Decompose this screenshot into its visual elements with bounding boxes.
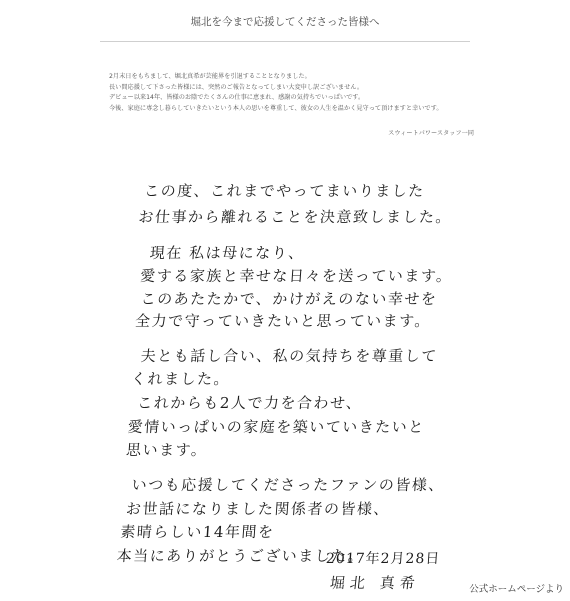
notice-line: 今後、家庭に専念し暮らしていきたいという本人の思いを尊重して、彼女の人生を温かく見守って頂けますと幸いです。 xyxy=(109,104,443,112)
letter-line: 思います。 xyxy=(125,441,209,459)
notice-line: デビュー以来14年、皆様のお陰でたくさんの仕事に恵まれ、感謝の気持ちでいっぱいです。 xyxy=(109,94,365,101)
letter-line: 本当にありがとうございました。 xyxy=(116,547,365,565)
source-credit: 公式ホームページより xyxy=(469,584,564,595)
letter-line: 全力で守っていきたいと思っています。 xyxy=(134,312,432,330)
agency-notice xyxy=(109,72,479,114)
letter-line: くれました。 xyxy=(130,370,231,388)
title-divider xyxy=(100,41,470,42)
notice-line: 2月末日をもちまして、堀北真希が芸能界を引退することとなりました。 xyxy=(109,73,311,80)
letter-line: これからも2人で力を合わせ、 xyxy=(136,394,364,412)
agency-signature: スウィートパワースタッフ一同 xyxy=(388,130,474,137)
notice-line: 長い間応援して下さった皆様には、突然のご報告となってしまい大変申し訳ございません。 xyxy=(109,83,364,91)
letter-date: 2017年2月28日 xyxy=(325,551,441,567)
letter-line: 素晴らしい14年間を xyxy=(119,523,276,541)
handwritten-signature: 堀北 真希 xyxy=(329,574,421,592)
letter-line: この度、これまでやってまいりました xyxy=(143,182,426,200)
letter-line: 夫とも話し合い、私の気持ちを尊重して xyxy=(140,347,439,365)
letter-line: 現在 私は母になり、 xyxy=(149,244,306,262)
letter-line: いつも応援してくださったファンの皆様、 xyxy=(131,476,446,494)
letter-line: お仕事から離れることを決意致しました。 xyxy=(137,208,453,226)
letter-line: 愛情いっぱいの家庭を築いていきたいと xyxy=(127,418,426,436)
letter-line: お世話になりました関係者の皆様、 xyxy=(125,500,391,518)
letter-line: このあたたかで、かけがえのない幸せを xyxy=(140,290,439,308)
letter-line: 愛する家族と幸せな日々を送っています。 xyxy=(139,267,454,285)
page-title: 堀北を今まで応援してくださった皆様へ xyxy=(190,16,380,28)
